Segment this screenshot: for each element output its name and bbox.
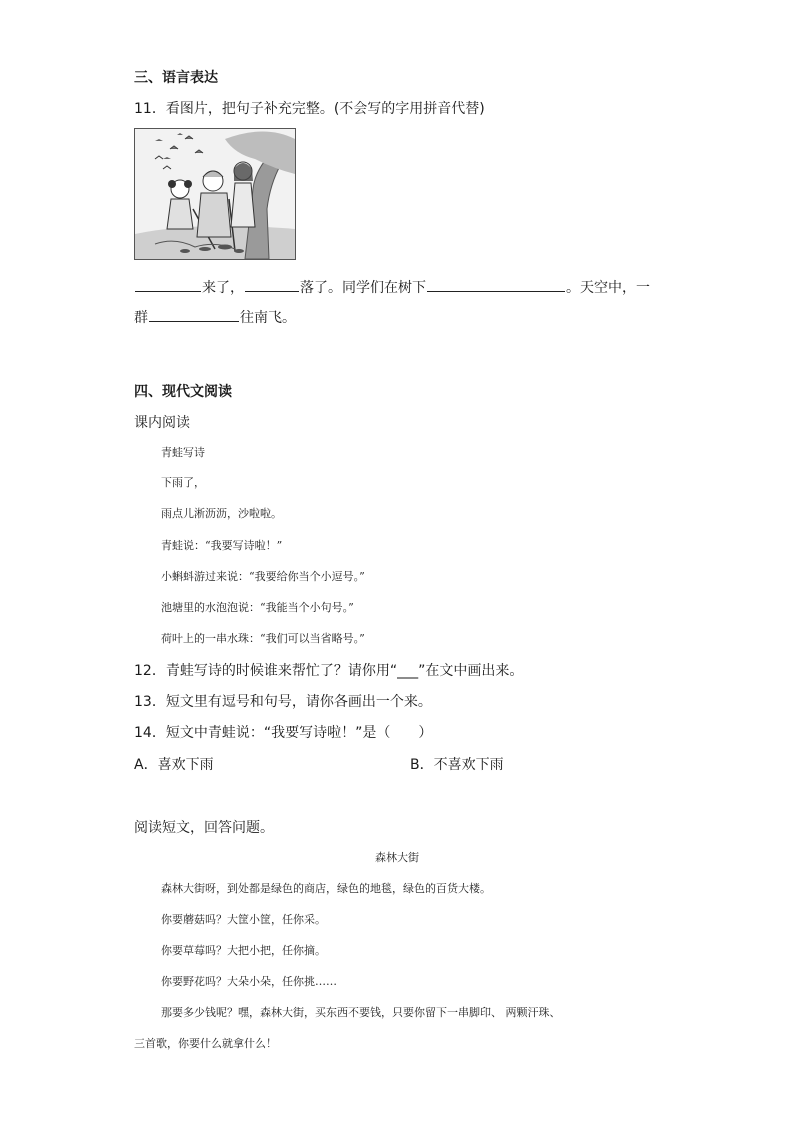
reading-sub-label-2: 阅读短文，回答问题。 <box>134 820 274 836</box>
poem-line: 雨点儿淅沥沥，沙啦啦。 <box>161 507 282 520</box>
poem-line: 小蝌蚪游过来说：“我要给你当个小逗号。” <box>161 570 365 583</box>
poem-line: 荷叶上的一串水珠：“我们可以当省略号。” <box>161 632 365 645</box>
poem-line: 池塘里的水泡泡说：“我能当个小句号。” <box>161 601 354 614</box>
poem-title: 青蛙写诗 <box>161 446 205 459</box>
blank-season[interactable] <box>135 277 201 292</box>
question-12: 12．青蛙写诗的时候谁来帮忙了？请你用“___”在文中画出来。 <box>134 663 524 679</box>
reading-sub-label-1: 课内阅读 <box>134 415 190 431</box>
poem-line: 青蛙说：“我要写诗啦！” <box>161 539 283 552</box>
passage-title: 森林大街 <box>375 851 419 864</box>
fill-in-text: 群 <box>134 310 148 326</box>
fill-in-text: 来了， <box>202 280 244 296</box>
blank-leaves[interactable] <box>245 277 299 292</box>
section-heading-reading: 四、现代文阅读 <box>134 384 232 400</box>
fill-in-sentence-line-1 <box>134 277 650 297</box>
fill-in-text: 落了。同学们在树下 <box>300 280 426 296</box>
poem-line: 下雨了， <box>161 476 205 489</box>
fill-in-text: 。天空中，一 <box>566 280 650 296</box>
question-11-prompt: 11．看图片，把句子补充完整。(不会写的字用拼音代替) <box>134 101 485 117</box>
autumn-scene-illustration <box>134 128 296 260</box>
passage-line: 你要野花吗？大朵小朵，任你挑…… <box>161 975 337 988</box>
option-b[interactable]: B．不喜欢下雨 <box>410 757 504 773</box>
fill-in-sentence-line-2 <box>134 307 296 327</box>
passage-line: 你要草莓吗？大把小把，任你摘。 <box>161 944 326 957</box>
blank-activity[interactable] <box>427 277 565 292</box>
question-13: 13．短文里有逗号和句号，请你各画出一个来。 <box>134 694 432 710</box>
passage-line: 森林大街呀，到处都是绿色的商店，绿色的地毯，绿色的百货大楼。 <box>161 882 491 895</box>
section-heading-language: 三、语言表达 <box>134 70 218 86</box>
question-14-prompt: 14．短文中青蛙说：“我要写诗啦！”是（ ） <box>134 725 433 741</box>
option-a[interactable]: A．喜欢下雨 <box>134 757 214 773</box>
blank-birds[interactable] <box>149 307 239 322</box>
passage-line: 三首歌，你要什么就拿什么！ <box>134 1037 277 1050</box>
passage-line: 你要蘑菇吗？大筐小筐，任你采。 <box>161 913 326 926</box>
passage-line: 那要多少钱呢？嘿，森林大街，买东西不要钱，只要你留下一串脚印、 两颗汗珠、 <box>161 1006 561 1019</box>
fill-in-text: 往南飞。 <box>240 310 296 326</box>
